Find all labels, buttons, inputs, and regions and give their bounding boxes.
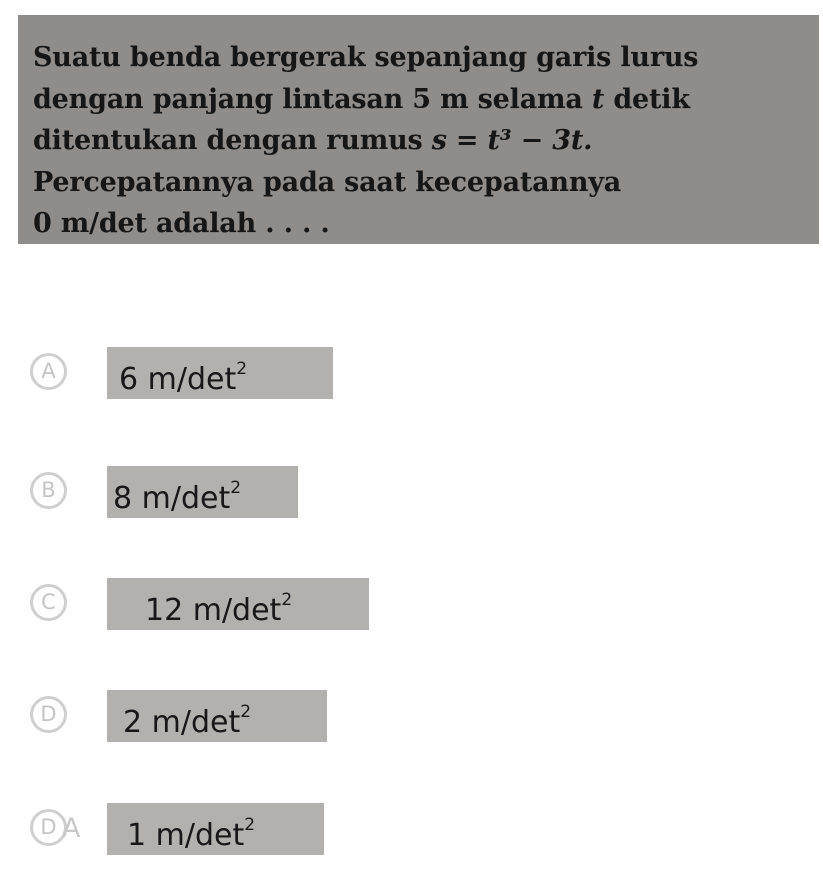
option-c-exponent: 2 — [281, 590, 293, 610]
option-e-answer[interactable] — [107, 803, 324, 855]
option-e-unit: m/det — [146, 818, 245, 853]
option-d-value: 2 — [123, 705, 143, 740]
option-c-value: 12 — [145, 593, 184, 628]
option-e-exponent: 2 — [244, 815, 256, 835]
option-b-letter: B — [30, 472, 67, 509]
option-b[interactable] — [0, 466, 420, 526]
question-box — [18, 15, 819, 244]
time-variable: t — [591, 83, 605, 115]
option-a-letter: A — [30, 353, 67, 390]
option-c[interactable] — [0, 578, 420, 638]
question-line-3-text: ditentukan dengan rumus — [33, 125, 432, 156]
option-a-exponent: 2 — [236, 359, 248, 379]
option-a-value: 6 — [119, 362, 139, 397]
option-c-answer[interactable] — [107, 578, 369, 630]
option-e-letter: D — [30, 809, 67, 846]
option-b-exponent: 2 — [230, 478, 242, 498]
option-d-exponent: 2 — [240, 702, 252, 722]
question-line-2 — [33, 79, 803, 121]
option-d-letter: D — [30, 696, 67, 733]
question-line-2-end: detik — [604, 83, 690, 115]
question-line-1: Suatu benda bergerak sepanjang garis lurus — [33, 42, 699, 73]
option-e-value: 1 — [127, 818, 147, 853]
option-c-letter: C — [30, 584, 67, 621]
option-b-answer[interactable] — [107, 466, 298, 518]
option-e-overlay-text: A — [62, 813, 82, 844]
option-e[interactable] — [0, 803, 420, 863]
question-line-4: Percepatannya pada saat kecepatannya — [33, 166, 622, 198]
position-formula: s = t³ − 3t. — [431, 125, 593, 156]
option-d-unit: m/det — [142, 705, 241, 740]
option-c-unit: m/det — [183, 593, 282, 628]
option-a-answer[interactable] — [107, 347, 333, 399]
question-line-3 — [33, 120, 803, 162]
option-b-value: 8 — [113, 481, 133, 516]
question-line-2-text: dengan panjang lintasan 5 m selama — [33, 83, 592, 115]
option-a[interactable] — [0, 347, 420, 407]
option-a-unit: m/det — [138, 362, 237, 397]
option-d-answer[interactable] — [107, 690, 327, 742]
option-d[interactable] — [0, 690, 420, 750]
option-b-unit: m/det — [132, 481, 231, 516]
question-line-5: 0 m/det adalah . . . . — [33, 208, 330, 239]
